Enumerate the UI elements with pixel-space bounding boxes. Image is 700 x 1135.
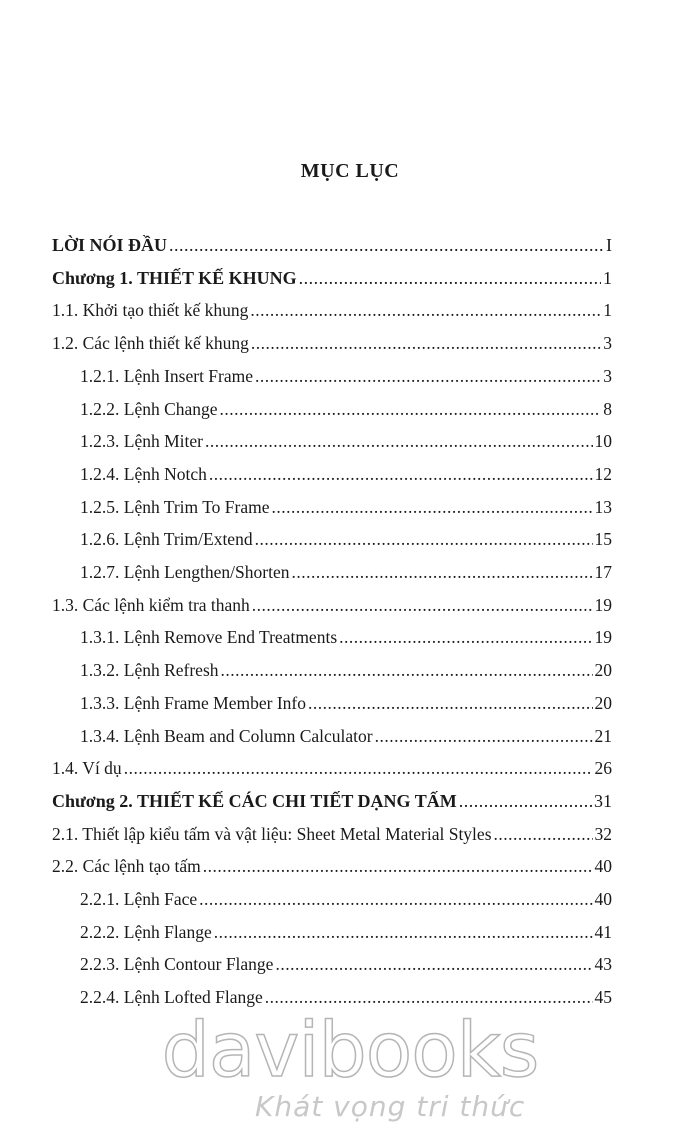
toc-entry (80, 657, 612, 683)
toc-entry (52, 232, 612, 258)
toc-entry-label: 1.2.1. Lệnh Insert Frame (80, 365, 254, 386)
toc-entry-page: 21 (594, 725, 612, 746)
toc-entry-page: 15 (594, 529, 612, 550)
toc-entry (80, 886, 612, 912)
toc-entry (80, 428, 612, 454)
toc-entry-label: 1.2.4. Lệnh Notch (80, 463, 207, 484)
toc-leader-dots (308, 690, 593, 716)
toc-leader-dots (275, 951, 592, 977)
toc-entry-page: 20 (594, 660, 612, 681)
toc-leader-dots (203, 853, 593, 879)
watermark-logo: davibooks (161, 1005, 539, 1094)
toc-leader-dots (124, 755, 593, 781)
toc-entry-label: 1.3. Các lệnh kiểm tra thanh (52, 594, 250, 615)
toc-leader-dots (255, 363, 601, 389)
toc-leader-dots (220, 396, 602, 422)
toc-entry (80, 690, 612, 716)
toc-leader-dots (205, 428, 593, 454)
toc-entry-page: 12 (594, 463, 612, 484)
toc-entry (80, 461, 612, 487)
toc-leader-dots (214, 919, 593, 945)
toc-entry (52, 330, 612, 356)
toc-leader-dots (250, 297, 601, 323)
toc-entry (52, 853, 612, 879)
toc-entry-page: 40 (594, 856, 612, 877)
toc-entry (80, 624, 612, 650)
toc-leader-dots (494, 821, 593, 847)
toc-entry-page: 20 (594, 692, 612, 713)
toc-entry-label: 1.3.4. Lệnh Beam and Column Calculator (80, 725, 373, 746)
toc-leader-dots (272, 494, 593, 520)
toc-leader-dots (459, 788, 592, 814)
toc-entry-label: 1.2. Các lệnh thiết kế khung (52, 333, 249, 354)
toc-entry-page: 26 (594, 758, 612, 779)
toc-entry-page: I (606, 235, 612, 255)
toc-entry-label: 2.2.4. Lệnh Lofted Flange (80, 987, 263, 1008)
toc-entry (80, 951, 612, 977)
toc-entry-label: 1.2.7. Lệnh Lengthen/Shorten (80, 562, 290, 582)
toc-entry-label: 1.3.1. Lệnh Remove End Treatments (80, 627, 338, 648)
toc-entry-label: 1.1. Khởi tạo thiết kế khung (52, 300, 249, 321)
toc-entry-page: 19 (594, 627, 612, 648)
toc-entry-page: 3 (603, 365, 612, 386)
toc-leader-dots (299, 265, 601, 291)
toc-entry (52, 788, 612, 814)
toc-leader-dots (375, 723, 593, 749)
toc-entry-page: 32 (594, 823, 612, 844)
toc-entry (52, 755, 612, 781)
toc-entry-page: 17 (594, 562, 612, 582)
toc-entry (52, 821, 612, 847)
toc-entry (80, 494, 612, 520)
toc-entry-label: 1.2.6. Lệnh Trim/Extend (80, 529, 253, 550)
toc-entry-label: Chương 2. THIẾT KẾ CÁC CHI TIẾT DẠNG TẤM (52, 790, 457, 811)
toc-leader-dots (339, 624, 592, 650)
toc-entry (52, 297, 612, 323)
toc-leader-dots (209, 461, 593, 487)
toc-leader-dots (199, 886, 592, 912)
toc-entry-page: 3 (603, 333, 612, 354)
toc-entry-label: 2.2.3. Lệnh Contour Flange (80, 954, 274, 975)
toc-entry-page: 10 (594, 431, 612, 452)
toc-entry-page: 19 (594, 594, 612, 615)
toc-leader-dots (255, 526, 593, 552)
toc-entry (52, 265, 612, 291)
toc-entry-page: 13 (594, 496, 612, 517)
toc-leader-dots (291, 559, 592, 585)
toc-entry-page: 43 (594, 954, 612, 975)
toc-entry (80, 919, 612, 945)
toc-entry (80, 723, 612, 749)
toc-entry-label: LỜI NÓI ĐẦU (52, 235, 168, 255)
toc-entry-label: 1.2.3. Lệnh Miter (80, 431, 203, 452)
toc-entry (80, 559, 612, 585)
toc-entry (80, 984, 612, 1010)
toc-entry-label: Chương 1. THIẾT KẾ KHUNG (52, 267, 297, 288)
toc-leader-dots (169, 232, 604, 258)
toc-entry-page: 1 (603, 300, 612, 321)
toc-entry-page: 8 (603, 398, 612, 419)
toc-leader-dots (252, 592, 593, 618)
toc-entry-label: 2.2.2. Lệnh Flange (80, 921, 212, 942)
toc-leader-dots (251, 330, 601, 356)
toc-entry-page: 31 (594, 790, 612, 811)
toc-entry-page: 40 (594, 889, 612, 909)
toc-entry-label: 1.3.2. Lệnh Refresh (80, 660, 219, 681)
toc-entry (52, 592, 612, 618)
toc-entry-label: 2.2.1. Lệnh Face (80, 889, 198, 909)
toc-leader-dots (221, 657, 593, 683)
toc-entry-page: 1 (603, 267, 612, 288)
toc-entry-label: 2.2. Các lệnh tạo tấm (52, 856, 201, 877)
toc-entry (80, 396, 612, 422)
toc-entry-label: 1.4. Ví dụ (52, 758, 122, 779)
toc-entry-label: 2.1. Thiết lập kiểu tấm và vật liệu: Sheet Metal Material Styles (52, 823, 492, 844)
watermark (150, 1005, 550, 1135)
toc-entry (80, 526, 612, 552)
toc-entry-label: 1.2.2. Lệnh Change (80, 398, 218, 419)
toc-leader-dots (265, 984, 593, 1010)
watermark-tagline: Khát vọng tri thức (255, 1090, 526, 1123)
toc-entry-label: 1.3.3. Lệnh Frame Member Info (80, 692, 306, 713)
toc-title: MỤC LỤC (300, 160, 400, 182)
toc-entry-page: 45 (594, 987, 612, 1008)
toc-entry-label: 1.2.5. Lệnh Trim To Frame (80, 496, 270, 517)
toc-entry-page: 41 (594, 921, 612, 942)
toc-entry (80, 363, 612, 389)
